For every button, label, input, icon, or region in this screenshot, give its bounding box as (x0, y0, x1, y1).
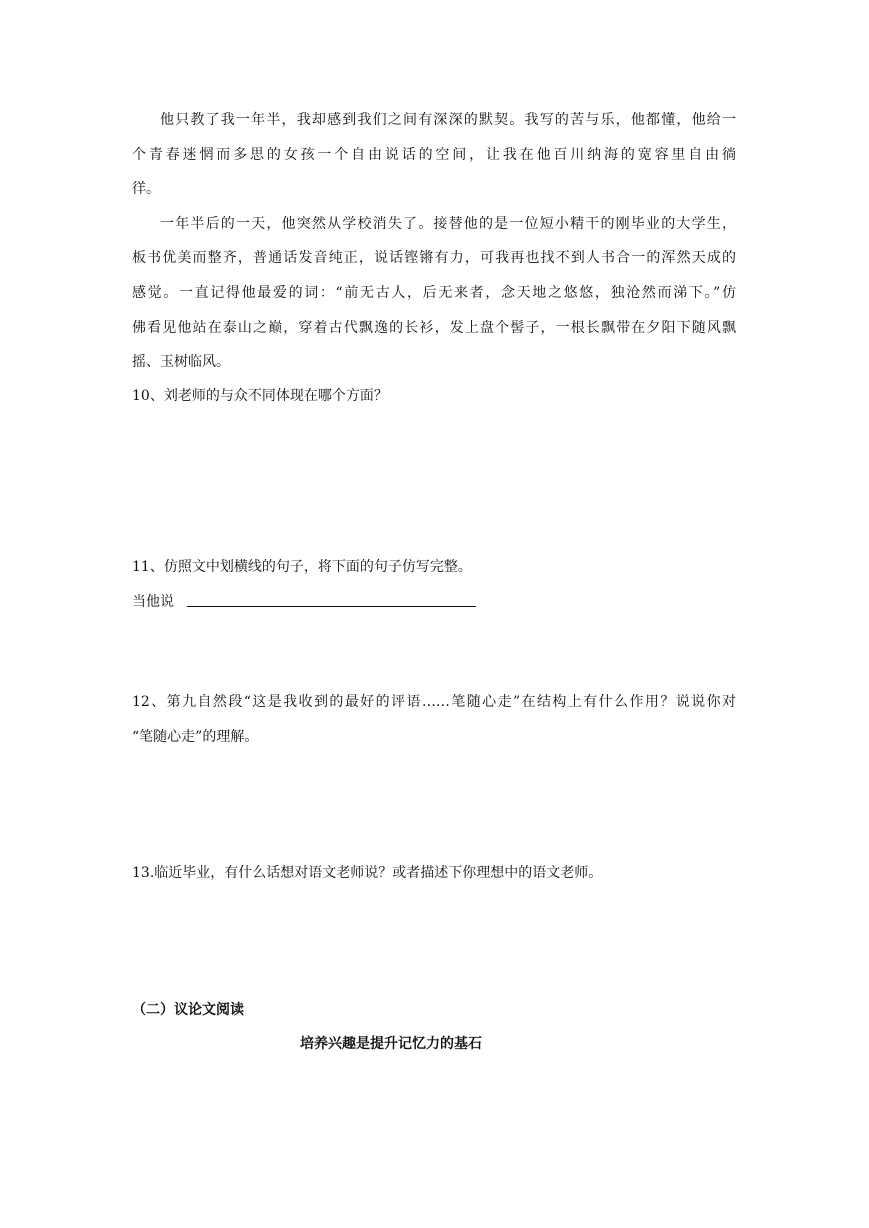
section-heading: （二）议论文阅读 (132, 1002, 244, 1018)
question-12-line-2: “笔随心走”的理解。 (132, 729, 259, 745)
passage-p2-line-2: 板书优美而整齐，普通话发音纯正，说话铿锵有力，可我再也找不到人书合一的浑然天成的 (132, 250, 736, 266)
question-13: 13.临近毕业，有什么话想对语文老师说？或者描述下你理想中的语文老师。 (132, 865, 603, 881)
question-10: 10、刘老师的与众不同体现在哪个方面？ (132, 388, 388, 404)
passage-p2-line-5: 摇、玉树临风。 (132, 354, 230, 370)
question-12-line-1: 12、第九自然段“这是我收到的最好的评语……笔随心走”在结构上有什么作用？说说你对 (132, 694, 736, 710)
answer-blank-line (187, 606, 476, 607)
question-11-prompt: 当他说 (132, 594, 174, 610)
passage-p1-line-1: 他只教了我一年半，我却感到我们之间有深深的默契。我写的苦与乐，他都懂，他给一 (160, 112, 736, 128)
passage-p2-line-4: 佛看见他站在泰山之巅，穿着古代飘逸的长衫，发上盘个髻子，一根长飘带在夕阳下随风飘 (132, 320, 736, 336)
passage-p2-line-1: 一年半后的一天，他突然从学校消失了。接替他的是一位短小精干的刚毕业的大学生， (160, 216, 736, 232)
passage-p1-line-3: 徉。 (132, 181, 160, 197)
passage-p1-line-2: 个青春迷惘而多思的女孩一个自由说话的空间，让我在他百川纳海的宽容里自由徜 (132, 147, 736, 163)
passage-p2-line-3: 感觉。一直记得他最爱的词：“前无古人，后无来者，念天地之悠悠，独沧然而涕下。”仿 (132, 285, 736, 301)
article-title: 培养兴趣是提升记忆力的基石 (300, 1036, 482, 1052)
question-11: 11、仿照文中划横线的句子，将下面的句子仿写完整。 (132, 559, 472, 575)
